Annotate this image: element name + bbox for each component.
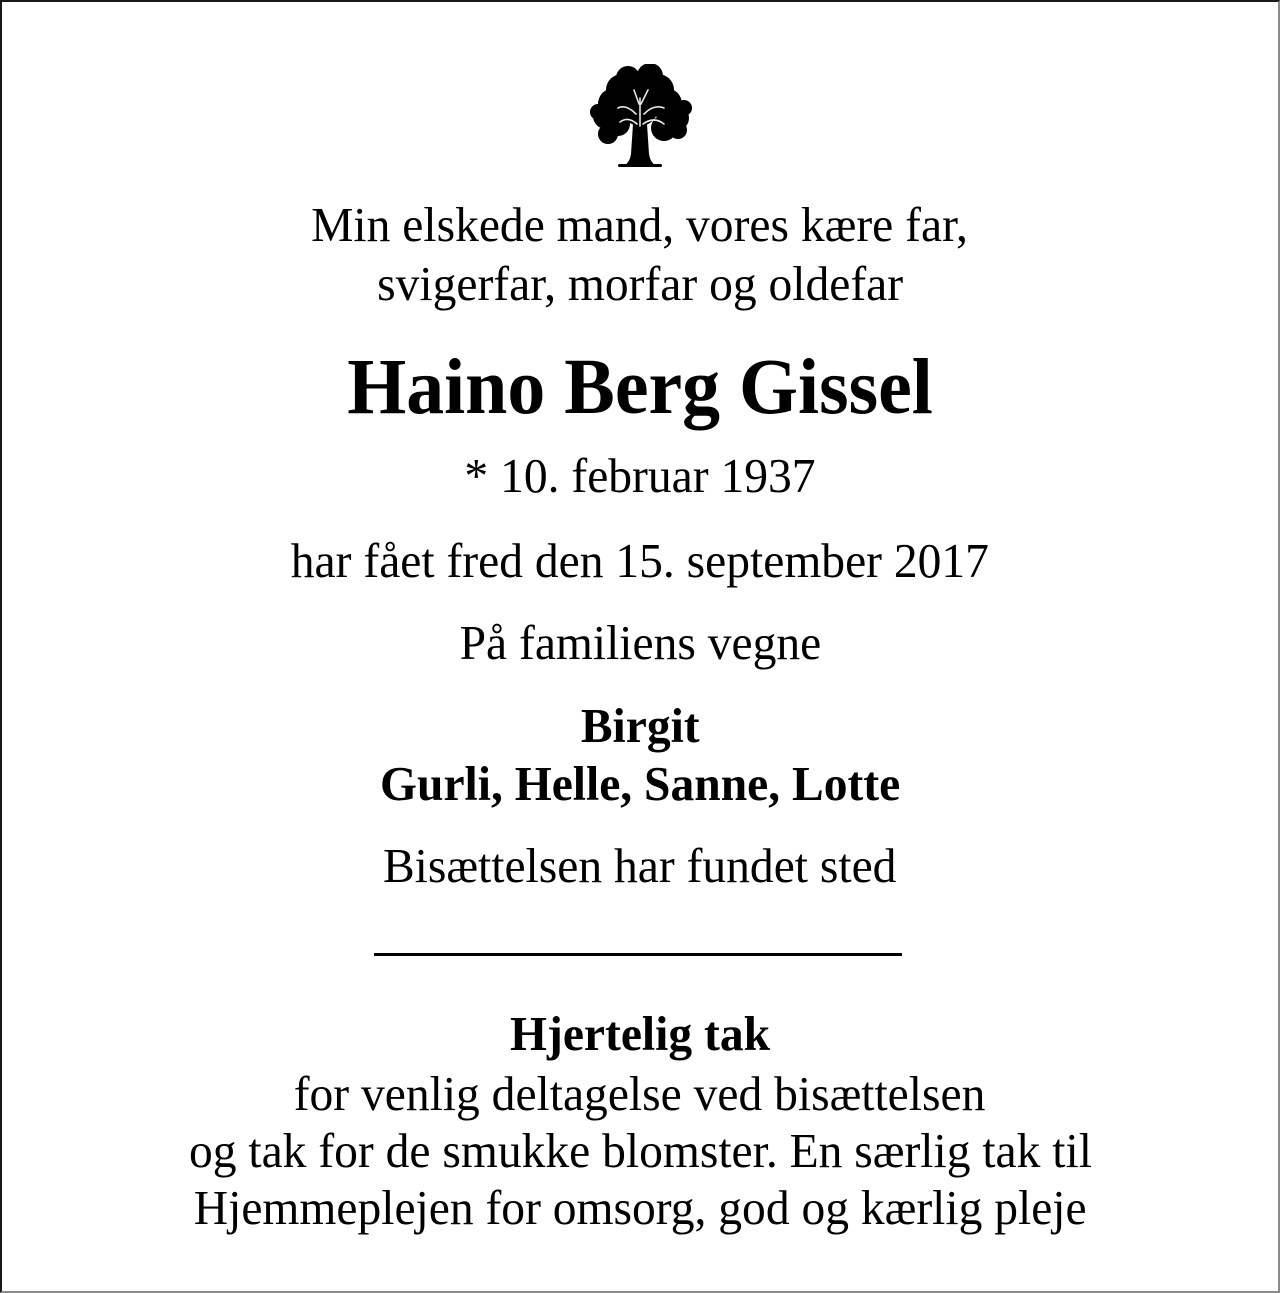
death-date bbox=[0, 533, 1280, 588]
thanks-line-3 bbox=[0, 1180, 1280, 1235]
thanks-line-1 bbox=[0, 1066, 1280, 1121]
ceremony-note-text: Bisættelsen har fundet sted bbox=[383, 838, 897, 893]
thanks-line-2 bbox=[0, 1123, 1280, 1178]
signatory-1 bbox=[0, 698, 1280, 753]
ceremony-note bbox=[0, 838, 1280, 893]
deceased-name bbox=[0, 344, 1280, 431]
birth-date-text: * 10. februar 1937 bbox=[464, 448, 816, 503]
intro-text-1: Min elskede mand, vores kære far, bbox=[311, 197, 969, 252]
on-behalf-text: På familiens vegne bbox=[459, 615, 821, 670]
death-date-text: har fået fred den 15. september 2017 bbox=[290, 533, 990, 588]
tree-icon bbox=[584, 64, 696, 170]
intro-line-2 bbox=[0, 256, 1280, 311]
signatory-2 bbox=[0, 756, 1280, 811]
thanks-heading-text: Hjertelig tak bbox=[509, 1006, 770, 1061]
on-behalf-line bbox=[0, 615, 1280, 670]
intro-text-2: svigerfar, morfar og oldefar bbox=[377, 256, 903, 311]
thanks-text-2: og tak for de smukke blomster. En særlig tak til bbox=[188, 1123, 1092, 1178]
birth-date bbox=[0, 448, 1280, 503]
separator-rule bbox=[374, 953, 902, 956]
thanks-text-1: for venlig deltagelse ved bisættelsen bbox=[294, 1066, 986, 1121]
deceased-name-text: Haino Berg Gissel bbox=[347, 344, 933, 431]
thanks-heading bbox=[0, 1006, 1280, 1061]
signatory-text-2: Gurli, Helle, Sanne, Lotte bbox=[379, 756, 901, 811]
signatory-text-1: Birgit bbox=[580, 698, 700, 753]
intro-line-1 bbox=[0, 197, 1280, 252]
thanks-text-3: Hjemmeplejen for omsorg, god og kærlig pleje bbox=[193, 1180, 1087, 1235]
